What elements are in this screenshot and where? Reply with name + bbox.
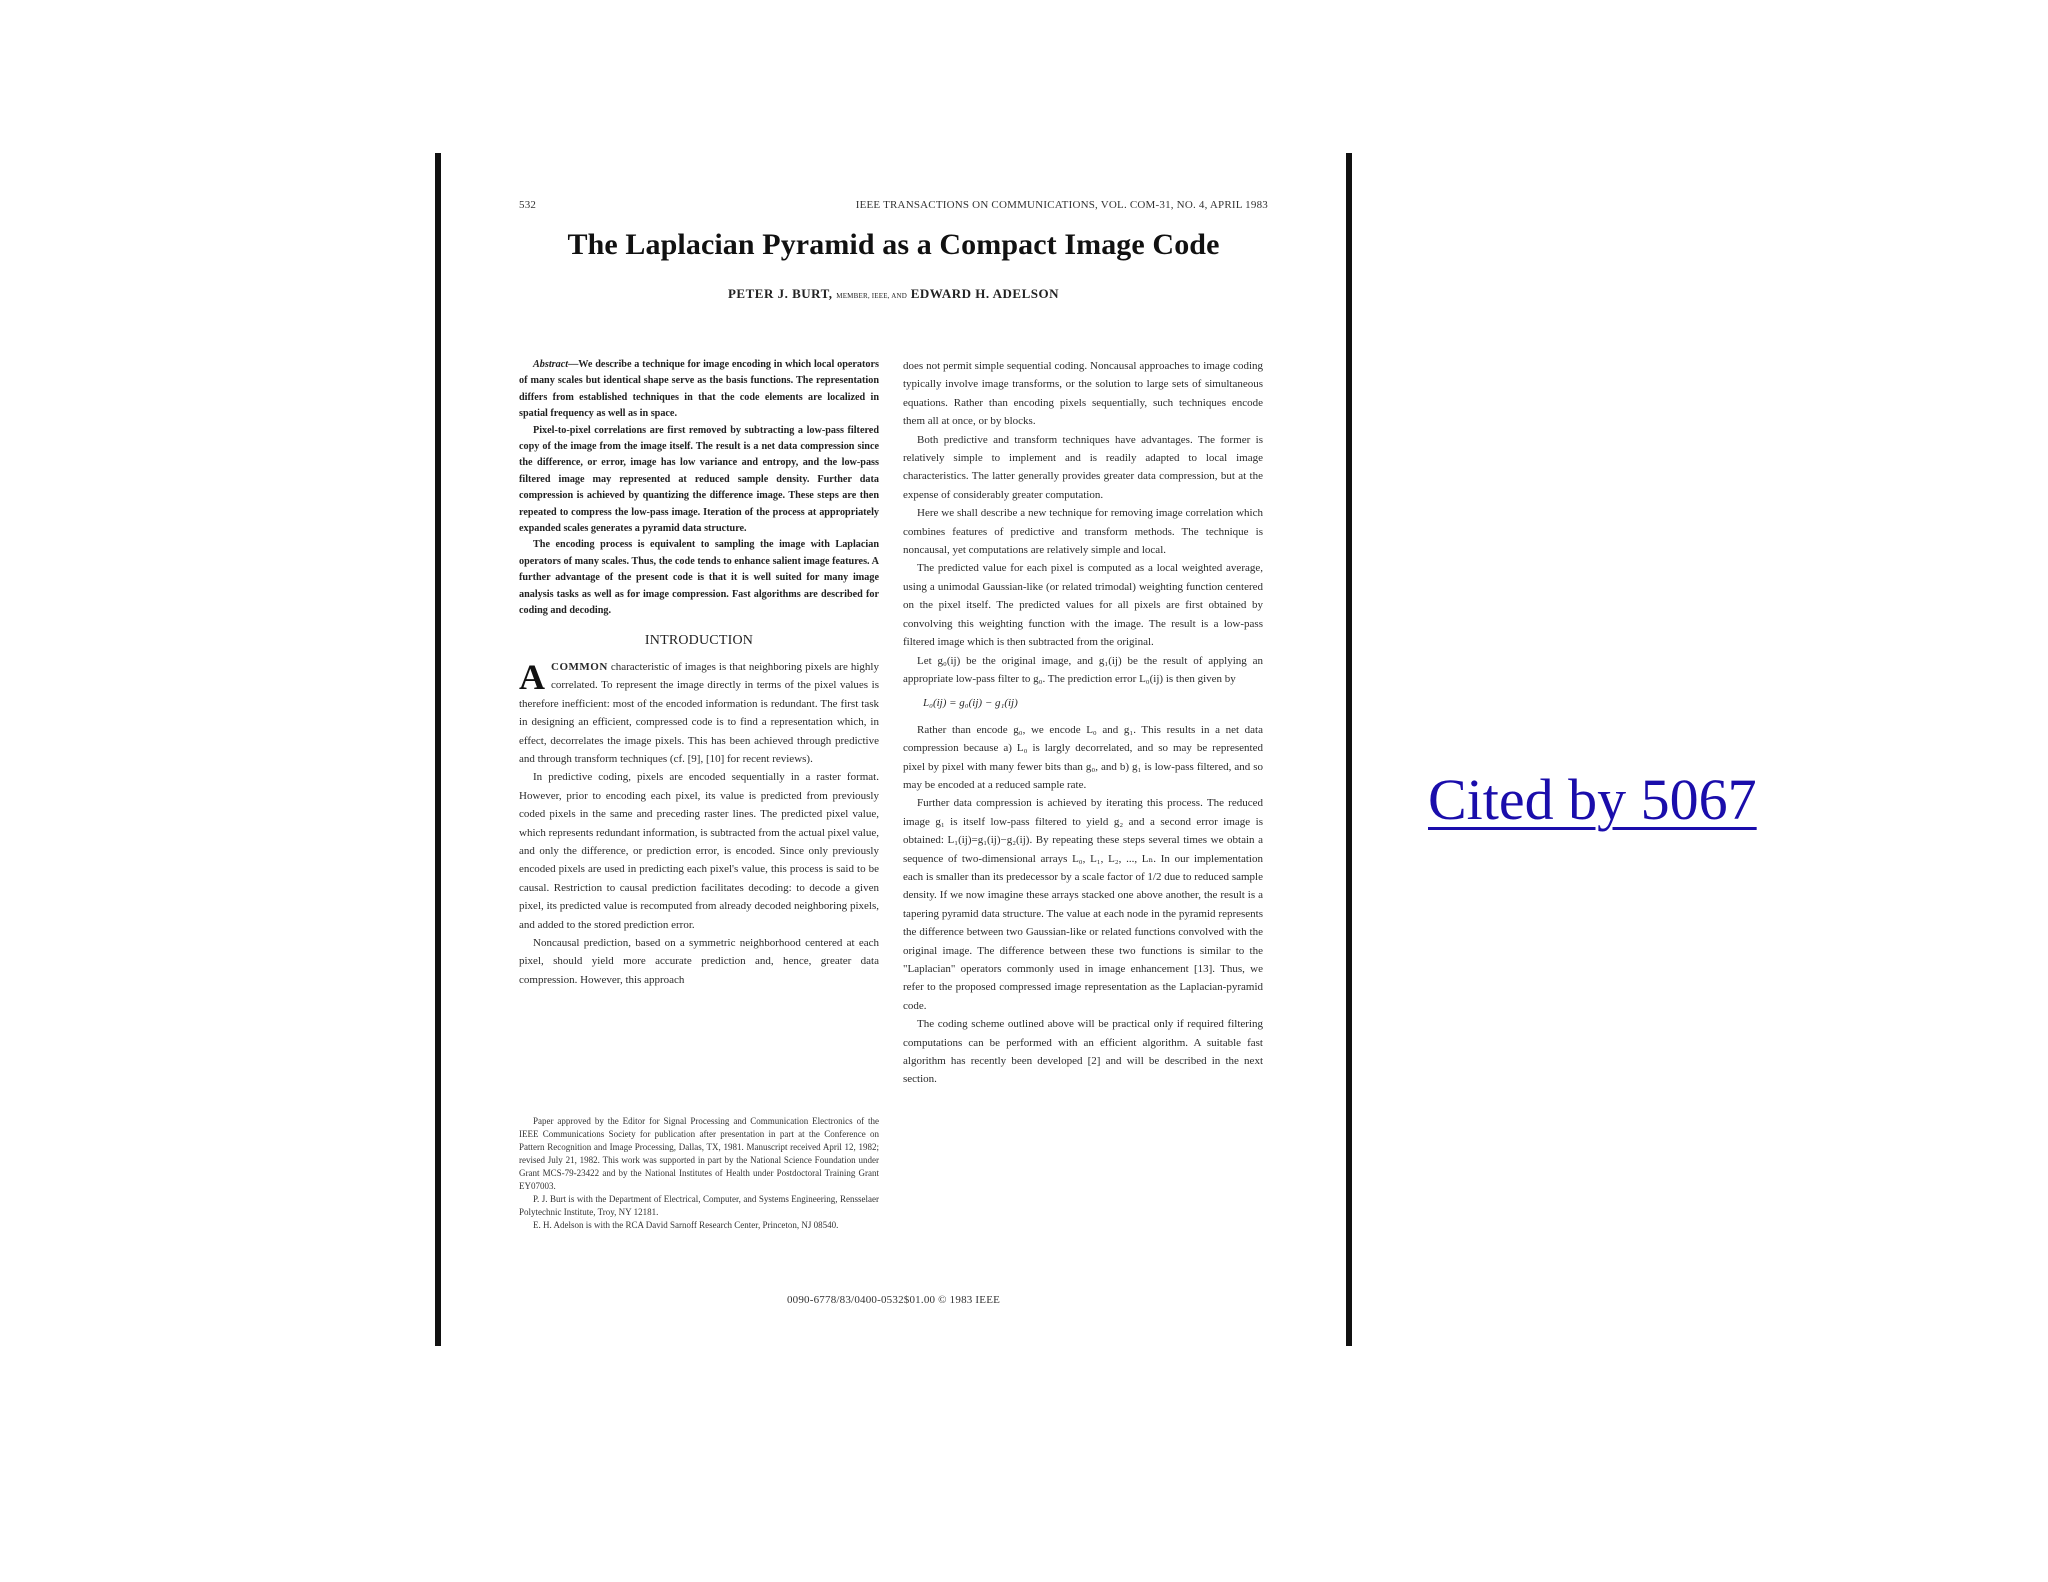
abstract-paragraph-1: Abstract—We describe a technique for image encoding in which local operators of many scales but identical shape serve as the basis functions. The representation differs from established techniques in that the code elements are localized in spatial frequency as well as in space. (519, 359, 879, 420)
right-paragraph-4: The predicted value for each pixel is computed as a local weighted average, using a unimodal Gaussian-like (or related trimodal) weighting function centered on the pixel itself. The predicted values for all pixels are first obtained by convolving this weighting function with the image. The result is a low-pass filtered image which is then subtracted from the original. (903, 562, 1263, 649)
right-paragraph-2: Both predictive and transform techniques have advantages. The former is relatively simple to implement and is readily adapted to local image characteristics. The latter generally provides greater data compression, but at the expense of considerably greater computation. (903, 433, 1263, 501)
journal-name: IEEE TRANSACTIONS ON COMMUNICATIONS, VOL. COM-31, NO. 4, APRIL 1983 (855, 199, 1268, 211)
intro-paragraph-3: Noncausal prediction, based on a symmetric neighborhood centered at each pixel, should yield more accurate prediction and, hence, greater data compression. However, this approach (519, 937, 879, 986)
left-column (519, 357, 879, 989)
footnotes (519, 1115, 879, 1232)
right-paragraph-5: Let g₀(ij) be the original image, and g₁(ij) be the result of applying an appropriate low-pass filter to g₀. The prediction error L₀(ij) is then given by (903, 654, 1263, 685)
abstract-label: Abstract (533, 359, 569, 370)
author-first: PETER J. BURT, (727, 286, 833, 301)
abstract (519, 357, 879, 620)
author-second: EDWARD H. ADELSON (910, 286, 1059, 301)
page-number: 532 (519, 199, 537, 211)
author-affiliation: MEMBER, IEEE, AND (836, 292, 907, 300)
footnote-2: P. J. Burt is with the Department of Electrical, Computer, and Systems Engineering, Rensselaer Polytechnic Institute, Troy, NY 12181. (519, 1194, 879, 1217)
intro-paragraph-1: ACOMMON characteristic of images is that neighboring pixels are highly correlated. To represent the image directly in terms of the pixel values is therefore inefficient: most of the encoded information is redundant. The first task in designing an efficient, compressed code is to find a representation which, in effect, decorrelates the image pixels. This has been achieved through predictive and through transform techniques (cf. [9], [10] for recent reviews). (519, 656, 879, 765)
right-column (903, 357, 1263, 1089)
introduction-heading: INTRODUCTION (644, 632, 754, 648)
footnote-3: E. H. Adelson is with the RCA David Sarnoff Research Center, Princeton, NJ 08540. (533, 1220, 839, 1230)
cited-by-link[interactable]: Cited by 5067 (1428, 767, 1757, 832)
right-paragraph-6: Rather than encode g₀, we encode L₀ and g₁. This results in a net data compression because a) L₀ is largly decorrelated, and so may be represented pixel by pixel with many fewer bits than g₀, and b) g₁ is low-pass filtered, and so may be encoded at a reduced sample rate. (903, 723, 1263, 791)
page-frame-right-bar (1346, 153, 1352, 1346)
right-paragraph-1: does not permit simple sequential coding. Noncausal approaches to image coding typically involve image transforms, or the solution to large sets of simultaneous equations. Rather than encoding pixels sequentially, such techniques encode them all at once, or by blocks. (903, 360, 1263, 428)
author-line (441, 286, 1346, 302)
abstract-paragraph-2: Pixel-to-pixel correlations are first removed by subtracting a low-pass filtered copy of the image from the image itself. The result is a net data compression since the difference, or error, image has low variance and entropy, and the low-pass filtered image may represented at reduced sample density. Further data compression is achieved by quantizing the difference image. These steps are then repeated to compress the low-pass image. Iteration of the process at appropriately expanded scales generates a pyramid data structure. (519, 424, 879, 535)
copyright-footer: 0090-6778/83/0400-0532$01.00 © 1983 IEEE (786, 1294, 1001, 1306)
paper-page-image (441, 153, 1346, 1346)
footnote-1: Paper approved by the Editor for Signal Processing and Communication Electronics of the IEEE Communications Society for publication after presentation in part at the Conference on Pattern Recognition and Image Processing, Dallas, TX, 1981. Manuscript received April 12, 1982; revised July 21, 1982. This work was supported in part by the National Science Foundation under Grant MCS-79-23422 and by the National Institutes of Health under Postdoctoral Training Grant EY07003. (519, 1116, 879, 1191)
paper-title: The Laplacian Pyramid as a Compact Image Code (567, 228, 1220, 261)
running-header (519, 199, 1268, 211)
right-paragraph-7: Further data compression is achieved by iterating this process. The reduced image g₁ is itself low-pass filtered to yield g₂ and a second error image is obtained: L₁(ij)=g₁(ij)−g₂(ij). By repeating these steps several times we obtain a sequence of two-dimensional arrays L₀, L₁, L₂, ..., Lₙ. In our implementation each is smaller than its predecessor by a scale factor of 1/2 due to reduced sample density. If we now imagine these arrays stacked one above another, the result is a tapering pyramid data structure. The value at each node in the pyramid represents the difference between two Gaussian-like or related functions convolved with the original image. The difference between these two functions is similar to the "Laplacian" operators commonly used in image enhancement [13]. Thus, we refer to the proposed compressed image representation as the Laplacian-pyramid code. (903, 797, 1263, 1012)
abstract-paragraph-3: The encoding process is equivalent to sampling the image with Laplacian operators of many scales. Thus, the code tends to enhance salient image features. A further advantage of the present code is that it is well suited for many image analysis tasks as well as for image compression. Fast algorithms are described for coding and decoding. (519, 539, 879, 617)
equation: L₀(ij) = g₀(ij) − g₁(ij) (923, 697, 1018, 710)
intro-paragraph-2: In predictive coding, pixels are encoded sequentially in a raster format. However, prior to encoding each pixel, its value is predicted from previously coded pixels in the same and preceding raster lines. The predicted pixel value, which represents redundant information, is subtracted from the actual pixel value, and only the difference, or prediction error, is encoded. Since only previously encoded pixels are used in predicting each pixel's value, this process is said to be causal. Restriction to causal prediction facilitates decoding: to decode a given pixel, its predicted value is recomputed from already decoded neighboring pixels, and added to the stored prediction error. (519, 771, 879, 931)
drop-cap: A (519, 656, 545, 697)
right-paragraph-8: The coding scheme outlined above will be practical only if required filtering computations can be performed with an efficient algorithm. A suitable fast algorithm has recently been developed [2] and will be described in the next section. (903, 1018, 1263, 1086)
right-paragraph-3: Here we shall describe a new technique for removing image correlation which combines features of predictive and transform methods. The technique is noncausal, yet computations are relatively simple and local. (903, 507, 1263, 557)
